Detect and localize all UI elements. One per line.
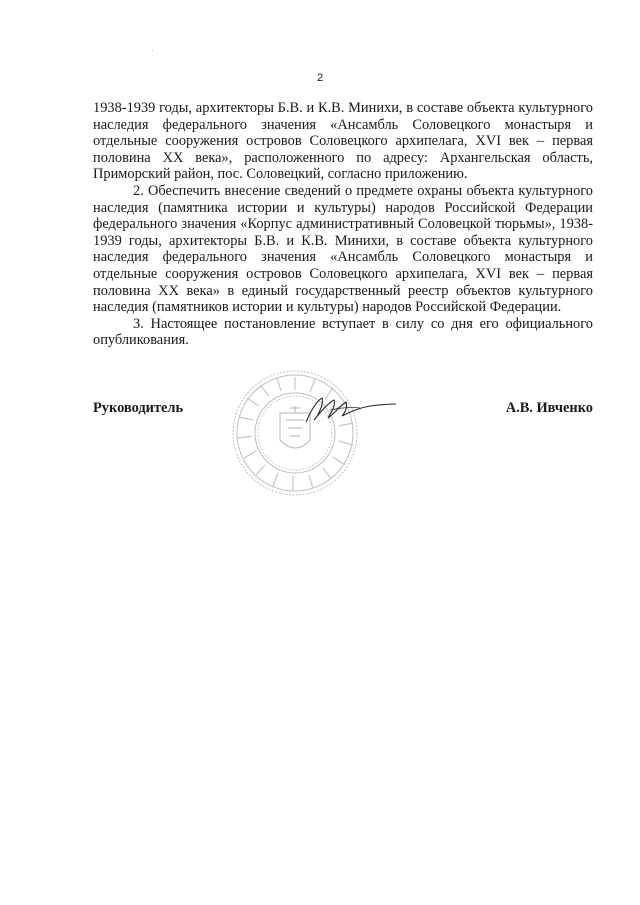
signature-block [93,400,593,420]
signatory-name: А.В. Ивченко [505,400,593,416]
scan-speck [152,50,153,51]
paragraph-continuation: 1938-1939 годы, архитекторы Б.В. и К.В. Минихи, в составе объекта культурного наследия федерального значения «Ансамбль Соловецкого монастыря и отдельные сооружения островов Соловецкого архипелага, XVI век – первая половина XX века», расположенного по адресу: Архангельская область, Приморский район, пос. Соловецкий, согласно приложению. [93,100,593,183]
paragraph-item-2: 2. Обеспечить внесение сведений о предмете охраны объекта культурного наследия (памятника истории и культуры) народов Российской Федерации федерального значения «Корпус административный Соловецкой тюрьмы», 1938-1939 годы, архитекторы Б.В. и К.В. Минихи, в составе объекта культурного наследия федерального значения «Ансамбль Соловецкого монастыря и отдельные сооружения островов Соловецкого архипелага, XVI век – первая половина XX века» в единый государственный реестр объектов культурного наследия (памятников истории и культуры) народов Российской Федерации. [93,182,593,316]
signatory-title: Руководитель [93,400,184,416]
paragraph-item-3: 3. Настоящее постановление вступает в силу со дня его официального опубликования. [93,315,593,349]
document-body [93,100,593,349]
official-seal-icon [230,368,360,498]
page-number: 2 [316,72,324,84]
